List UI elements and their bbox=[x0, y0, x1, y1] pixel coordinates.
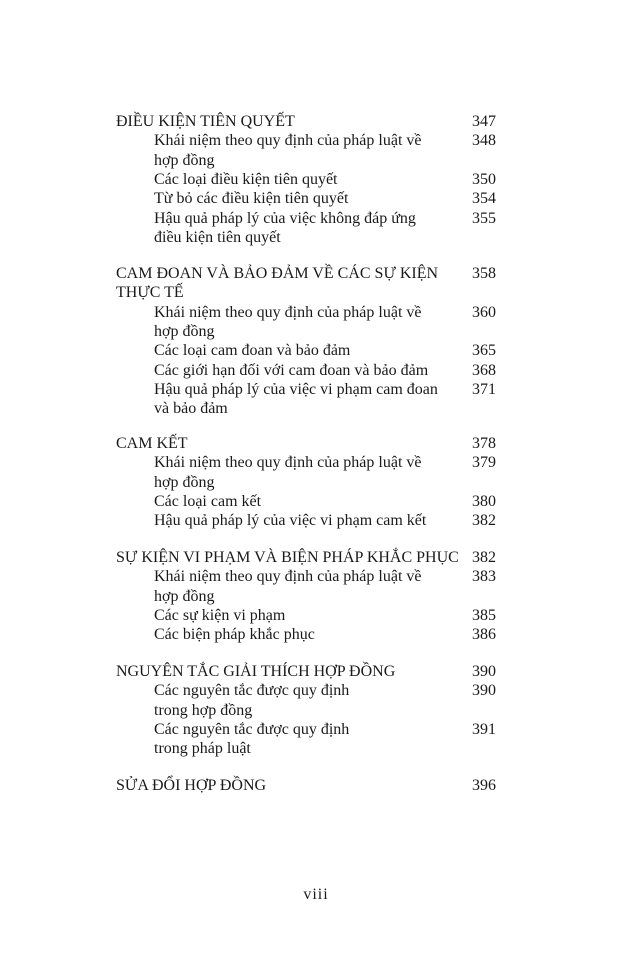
entry-text: Các biện pháp khắc phục bbox=[154, 626, 315, 644]
entry-text: trong hợp đồng bbox=[154, 701, 253, 719]
section-title: CAM KẾT bbox=[116, 435, 188, 452]
entry-text: hợp đồng bbox=[154, 473, 215, 491]
section-page-number: 347 bbox=[472, 113, 496, 130]
entry-text: Các loại cam kết bbox=[154, 492, 262, 510]
entry-text: hợp đồng bbox=[154, 587, 215, 605]
entry-text: Các nguyên tắc được quy định bbox=[154, 720, 350, 738]
section-title: ĐIỀU KIỆN TIÊN QUYẾT bbox=[116, 113, 295, 130]
entry-text: điều kiện tiên quyết bbox=[154, 228, 281, 246]
entry-text: Khái niệm theo quy định của pháp luật về bbox=[154, 303, 422, 321]
entry-page-number: 354 bbox=[472, 190, 496, 208]
entry-text: Khái niệm theo quy định của pháp luật về bbox=[154, 454, 422, 472]
entry-text: Các loại cam đoan và bảo đảm bbox=[154, 342, 351, 360]
entry-text: hợp đồng bbox=[154, 322, 215, 340]
entry-page-number: 382 bbox=[472, 512, 496, 530]
entry-text: trong pháp luật bbox=[154, 740, 251, 758]
entry-page-number: 390 bbox=[472, 682, 496, 700]
entry-text: Khái niệm theo quy định của pháp luật về bbox=[154, 568, 422, 586]
entry-text: và bảo đảm bbox=[154, 400, 228, 418]
page-number-footer: viii bbox=[303, 886, 329, 903]
entry-page-number: 391 bbox=[472, 720, 496, 738]
entry-page-number: 385 bbox=[472, 606, 496, 624]
entry-page-number: 371 bbox=[472, 380, 496, 398]
entry-text: Hậu quả pháp lý của việc không đáp ứng bbox=[154, 209, 416, 227]
entry-page-number: 355 bbox=[472, 209, 496, 227]
section-page-number: 378 bbox=[472, 435, 496, 452]
section-title: SỬA ĐỔI HỢP ĐỒNG bbox=[116, 777, 267, 794]
entry-page-number: 360 bbox=[472, 303, 496, 321]
entry-page-number: 368 bbox=[472, 361, 496, 379]
section-page-number: 390 bbox=[472, 663, 496, 680]
entry-page-number: 386 bbox=[472, 626, 496, 644]
entry-page-number: 380 bbox=[472, 492, 496, 510]
entry-text: Các sự kiện vi phạm bbox=[154, 606, 286, 624]
entry-text: Hậu quả pháp lý của việc vi phạm cam kết bbox=[154, 512, 427, 530]
entry-page-number: 350 bbox=[472, 170, 496, 188]
entry-page-number: 348 bbox=[472, 132, 496, 150]
entry-text: Từ bỏ các điều kiện tiên quyết bbox=[154, 190, 349, 208]
section-title: THỰC TẾ bbox=[116, 284, 184, 302]
section-page-number: 396 bbox=[472, 777, 496, 794]
entry-text: hợp đồng bbox=[154, 151, 215, 169]
section-title: SỰ KIỆN VI PHẠM VÀ BIỆN PHÁP KHẮC PHỤC bbox=[116, 549, 459, 566]
entry-text: Các nguyên tắc được quy định bbox=[154, 682, 350, 700]
entry-page-number: 383 bbox=[472, 568, 496, 586]
entry-page-number: 379 bbox=[472, 454, 496, 472]
entry-text: Các giới hạn đối với cam đoan và bảo đảm bbox=[154, 361, 429, 379]
entry-text: Các loại điều kiện tiên quyết bbox=[154, 170, 338, 188]
section-page-number: 382 bbox=[472, 549, 496, 566]
entry-text: Khái niệm theo quy định của pháp luật về bbox=[154, 132, 422, 150]
section-title: CAM ĐOAN VÀ BẢO ĐẢM VỀ CÁC SỰ KIỆN bbox=[116, 265, 439, 282]
section-title: NGUYÊN TẮC GIẢI THÍCH HỢP ĐỒNG bbox=[116, 663, 396, 680]
entry-text: Hậu quả pháp lý của việc vi phạm cam đoan bbox=[154, 380, 438, 398]
entry-page-number: 365 bbox=[472, 342, 496, 360]
section-page-number: 358 bbox=[472, 265, 496, 282]
